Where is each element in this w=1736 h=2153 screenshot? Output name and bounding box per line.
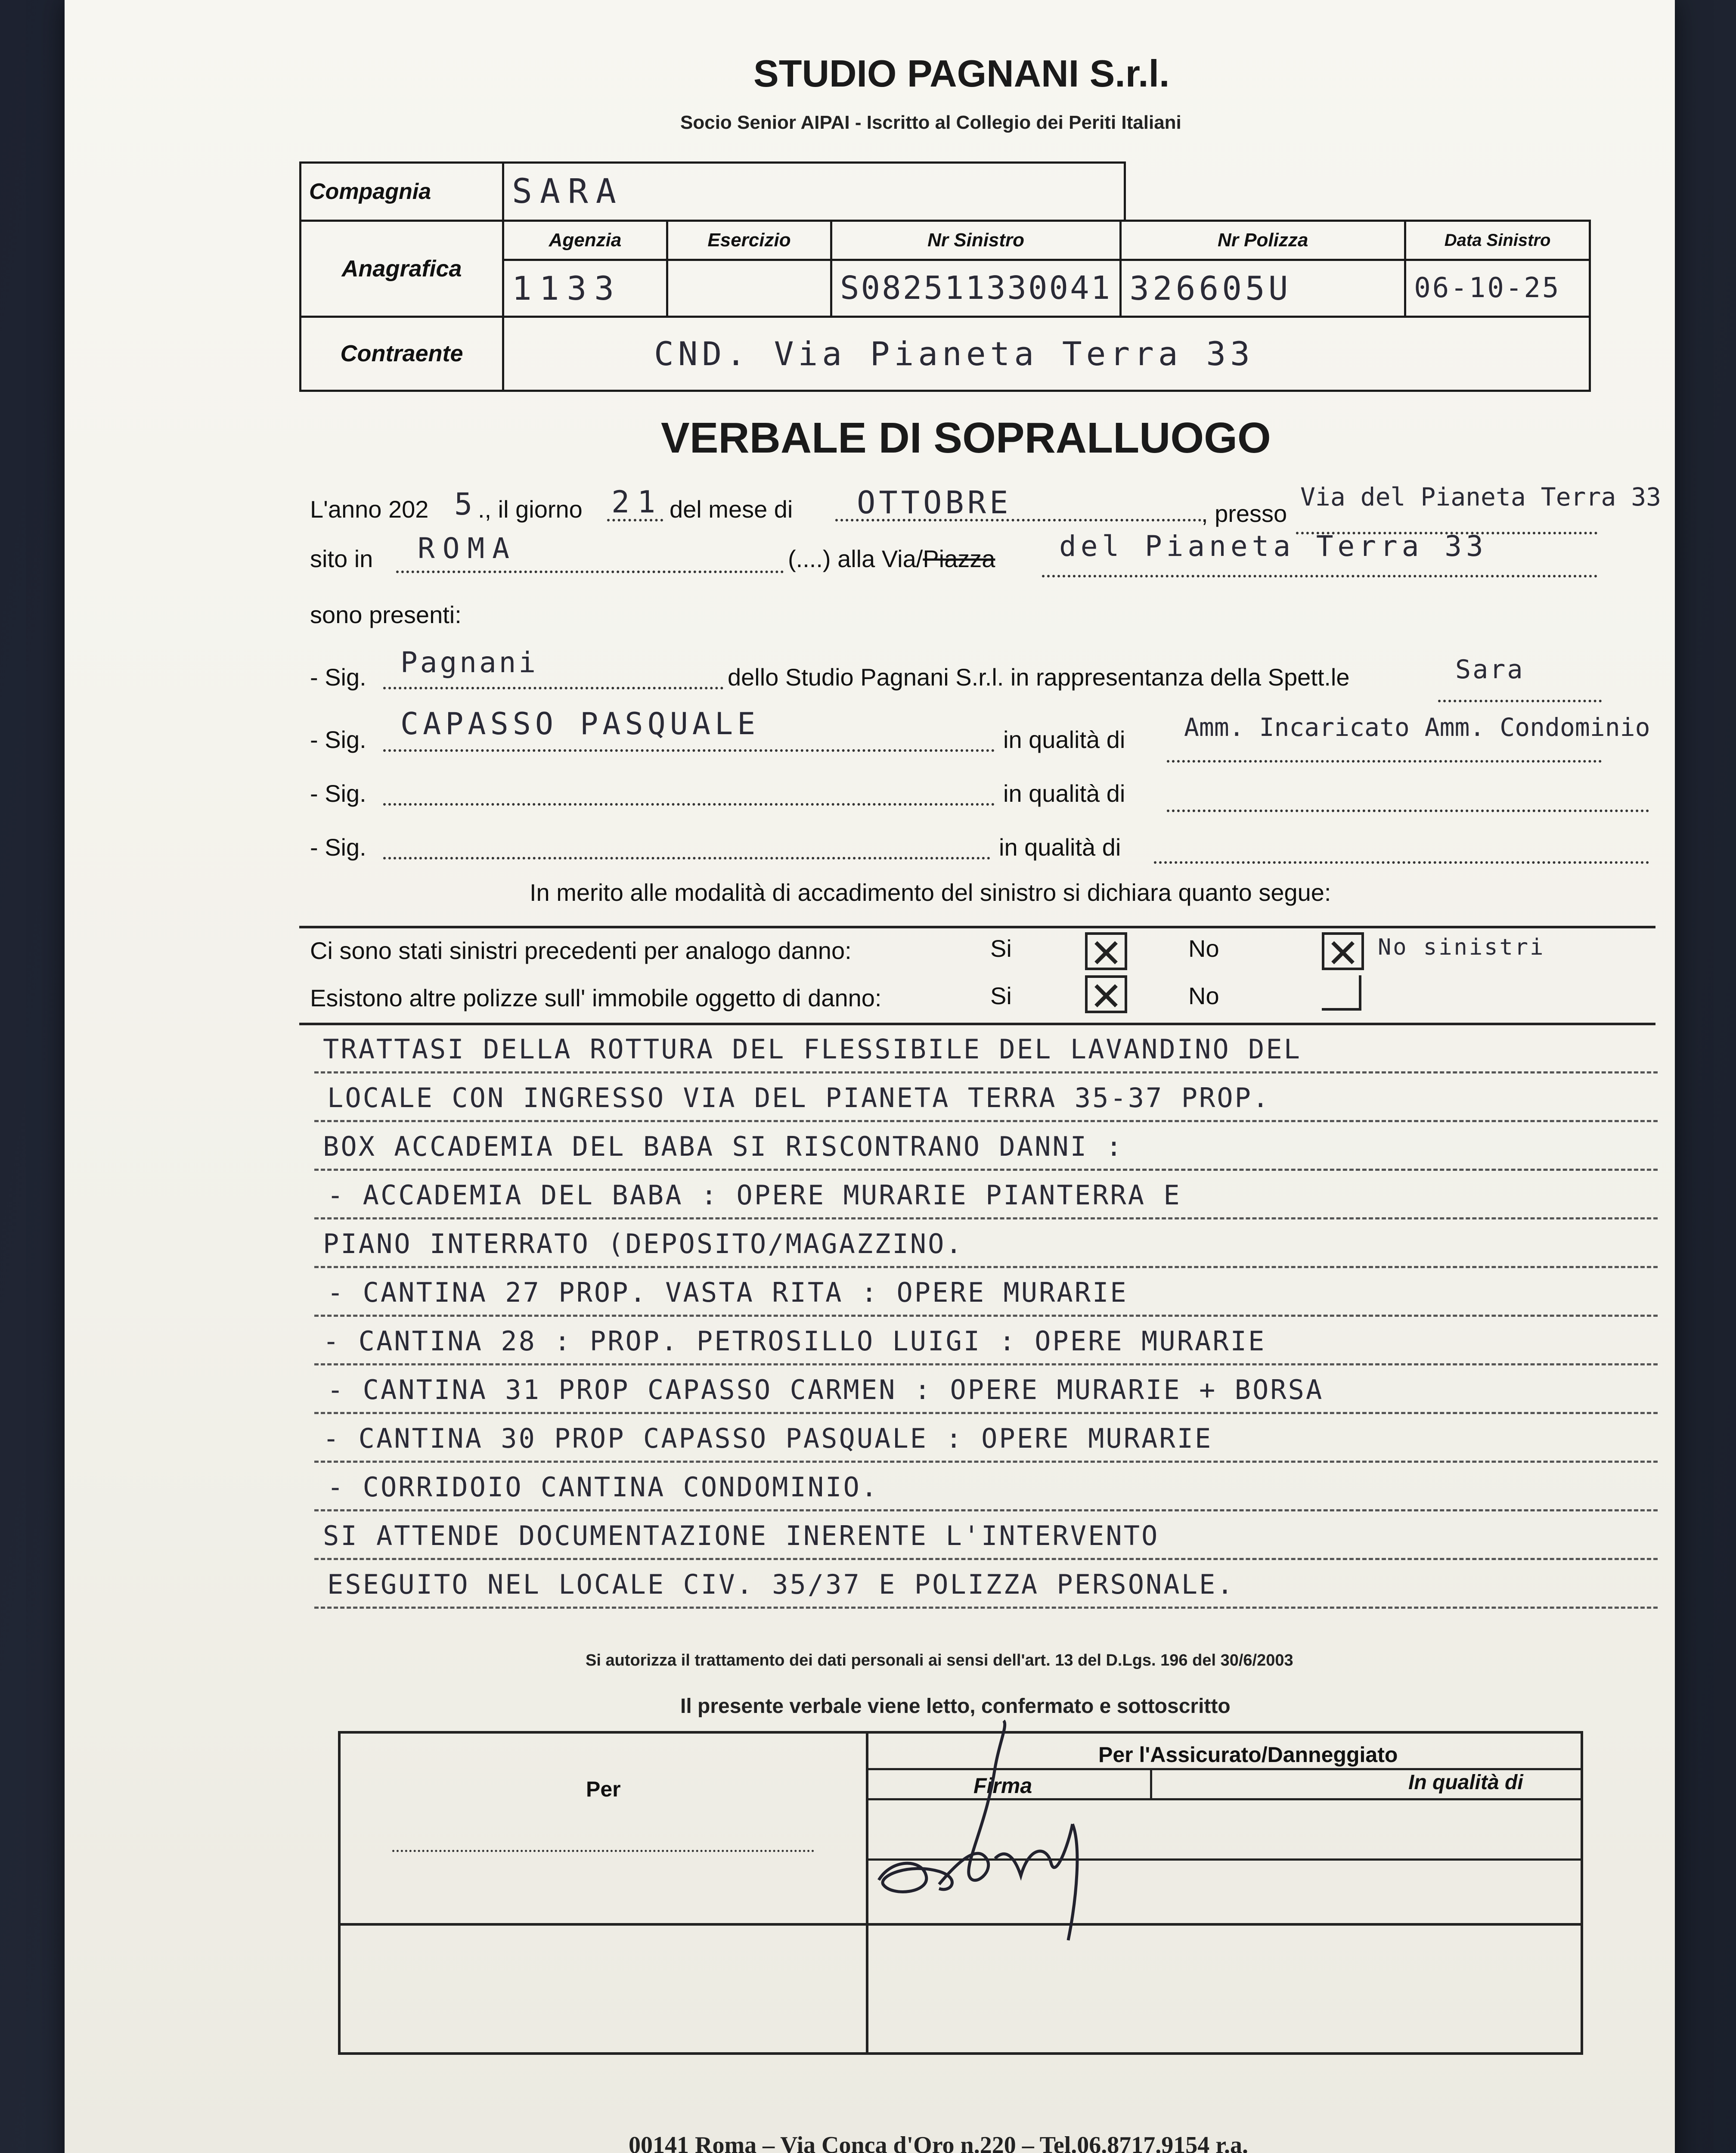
question-1-no-checkbox[interactable]: ✕	[1322, 932, 1364, 970]
attendee-2-name[interactable]: CAPASSO PASQUALE	[400, 706, 760, 741]
company-subtitle: Socio Senior AIPAI - Iscritto al Collegio dei Periti Italiani	[680, 112, 1181, 133]
company-name: STUDIO PAGNANI S.r.l.	[753, 52, 1170, 95]
attendee-2-dots	[383, 749, 995, 752]
ruled-line	[314, 1315, 1658, 1317]
declaration-text: In merito alle modalità di accadimento del sinistro si dichiara quanto segue:	[530, 879, 1331, 906]
anagrafica-label: Anagrafica	[301, 221, 503, 317]
assicurato-label: Per l'Assicurato/Danneggiato	[1098, 1743, 1398, 1767]
question-2-no-checkbox[interactable]	[1322, 975, 1361, 1011]
question-1-si-label: Si	[990, 935, 1012, 962]
document-title: VERBALE DI SOPRALLUOGO	[661, 414, 1271, 462]
attendee-4-dots	[383, 857, 990, 859]
attendee-2-sig: - Sig.	[310, 726, 366, 753]
attendee-1-middle	[728, 663, 1350, 691]
attendee-3-middle: in qualità di	[1003, 780, 1125, 807]
attendee-4-middle: in qualità di	[999, 834, 1121, 861]
question-1-note: No sinistri	[1378, 934, 1545, 960]
contraente-value[interactable]: CND. Via Pianeta Terra 33	[503, 316, 1590, 391]
data-sinistro-label: Data Sinistro	[1405, 221, 1590, 260]
mese-value[interactable]: OTTOBRE	[857, 484, 1012, 521]
attendee-4-sig: - Sig.	[310, 834, 366, 861]
presso-label: , presso	[1201, 500, 1287, 527]
handwritten-line: SI ATTENDE DOCUMENTAZIONE INERENTE L'INTERVENTO	[323, 1520, 1159, 1551]
nr-polizza-label: Nr Polizza	[1121, 221, 1405, 260]
agenzia-label: Agenzia	[503, 221, 667, 260]
nr-sinistro-label: Nr Sinistro	[831, 221, 1121, 260]
mese-dots	[835, 519, 1201, 521]
nr-sinistro-value[interactable]: S082511330041	[831, 260, 1121, 317]
handwritten-line: - ACCADEMIA DEL BABA : OPERE MURARIE PIANTERRA E	[327, 1179, 1181, 1211]
giorno-value[interactable]: 21	[611, 484, 663, 520]
handwritten-line: PIANO INTERRATO (DEPOSITO/MAGAZZINO.	[323, 1228, 964, 1260]
attendee-2-role[interactable]: Amm. Incaricato Amm. Condominio	[1184, 713, 1650, 742]
footer-address: 00141 Roma – Via Conca d'Oro n.220 – Tel.06.8717.9154 r.a.	[629, 2132, 1249, 2153]
handwritten-line: - CANTINA 30 PROP CAPASSO PASQUALE : OPERE MURARIE	[323, 1423, 1213, 1454]
presso-value[interactable]: Via del Pianeta Terra 33	[1300, 482, 1662, 512]
ruled-line	[314, 1363, 1658, 1365]
mese-label: del mese di	[670, 496, 793, 523]
agenzia-value[interactable]: 1133	[503, 260, 667, 317]
via-text: (....) alla Via/	[788, 545, 923, 572]
sito-label: sito in	[310, 545, 373, 572]
handwritten-line: ESEGUITO NEL LOCALE CIV. 35/37 E POLIZZA PERSONALE.	[327, 1569, 1235, 1600]
handwritten-line: BOX ACCADEMIA DEL BABA SI RISCONTRANO DANNI :	[323, 1131, 1124, 1162]
presenti-label: sono presenti:	[310, 601, 462, 628]
attendee-3-role-dots	[1167, 810, 1649, 812]
firma-label: Firma	[973, 1774, 1032, 1798]
attendee-1-role[interactable]: Sara	[1455, 655, 1525, 685]
signature-divider-firma	[1150, 1768, 1152, 1798]
confirm-text: Il presente verbale viene letto, confermato e sottoscritto	[680, 1695, 1231, 1718]
via-value[interactable]: del Pianeta Terra 33	[1059, 530, 1488, 563]
nr-polizza-value[interactable]: 326605U	[1121, 260, 1405, 317]
ruled-line	[314, 1071, 1658, 1073]
attendee-1-role-dots	[1438, 700, 1602, 702]
data-sinistro-value[interactable]: 06-10-25	[1405, 260, 1590, 317]
giorno-dots	[607, 519, 663, 521]
compagnia-label: Compagnia	[301, 163, 503, 221]
question-1-text: Ci sono stati sinistri precedenti per analogo danno:	[310, 937, 852, 964]
ruled-line	[314, 1217, 1658, 1219]
handwritten-signature	[866, 1716, 1107, 1949]
ruled-line	[314, 1266, 1658, 1268]
question-2-text: Esistono altre polizze sull' immobile oggetto di danno:	[310, 984, 882, 1011]
signature-table	[338, 1731, 1583, 2055]
giorno-label: ., il giorno	[478, 496, 583, 523]
anno-label: L'anno 202	[310, 496, 429, 523]
piazza-text: Piazza	[923, 545, 995, 572]
question-2-si-checkbox[interactable]: ✕	[1085, 975, 1127, 1013]
ruled-line	[314, 1169, 1658, 1171]
per-signature-line[interactable]	[392, 1850, 814, 1852]
handwritten-line: - CANTINA 28 : PROP. PETROSILLO LUIGI : OPERE MURARIE	[323, 1325, 1266, 1357]
question-2-no-label: No	[1188, 982, 1219, 1009]
question-1-no-label: No	[1188, 935, 1219, 962]
via-dots	[1042, 575, 1597, 577]
esercizio-value[interactable]	[667, 260, 831, 317]
ruled-line	[314, 1461, 1658, 1463]
ruled-line	[314, 1412, 1658, 1414]
handwritten-line: - CORRIDOIO CANTINA CONDOMINIO.	[327, 1471, 879, 1503]
ruled-line	[314, 1120, 1658, 1122]
attendee-4-role-dots	[1154, 861, 1649, 864]
compagnia-table	[299, 161, 1126, 222]
question-1-si-checkbox[interactable]: ✕	[1085, 932, 1127, 970]
esercizio-label: Esercizio	[667, 221, 831, 260]
attendee-2-middle: in qualità di	[1003, 726, 1125, 753]
attendee-1-middle-text: dello Studio Pagnani S.r.l. in rappresentanza della Spett.le	[728, 664, 1350, 691]
attendee-2-role-dots	[1167, 760, 1602, 763]
ruled-line	[314, 1607, 1658, 1609]
privacy-text: Si autorizza il trattamento dei dati personali ai sensi dell'art. 13 del D.Lgs. 196 del 30/6/2003	[586, 1651, 1293, 1669]
sito-dots	[396, 571, 784, 573]
compagnia-value[interactable]: SARA	[503, 163, 1125, 221]
attendee-3-dots	[383, 803, 995, 806]
attendee-1-sig: - Sig.	[310, 664, 366, 691]
document-sheet	[65, 0, 1675, 2153]
attendee-1-name[interactable]: Pagnani	[400, 646, 539, 679]
per-label: Per	[586, 1777, 621, 1801]
contraente-label: Contraente	[301, 316, 503, 391]
ruled-line	[314, 1509, 1658, 1511]
declaration-rule-top	[299, 926, 1655, 928]
handwritten-line: - CANTINA 31 PROP CAPASSO CARMEN : OPERE MURARIE + BORSA	[327, 1374, 1324, 1405]
anagrafica-table	[299, 220, 1591, 392]
ruled-line	[314, 1558, 1658, 1560]
handwritten-line: TRATTASI DELLA ROTTURA DEL FLESSIBILE DEL LAVANDINO DEL	[323, 1033, 1302, 1065]
question-2-si-label: Si	[990, 982, 1012, 1009]
qualita-label: In qualità di	[1408, 1771, 1523, 1794]
handwritten-line: LOCALE CON INGRESSO VIA DEL PIANETA TERRA 35-37 PROP.	[327, 1082, 1271, 1114]
attendee-3-sig: - Sig.	[310, 780, 366, 807]
declaration-rule-bottom	[299, 1023, 1655, 1025]
attendee-1-dots	[383, 687, 723, 689]
anno-value[interactable]: 5	[454, 487, 480, 522]
sito-value[interactable]: ROMA	[418, 532, 517, 565]
handwritten-line: - CANTINA 27 PROP. VASTA RITA : OPERE MURARIE	[327, 1277, 1128, 1308]
via-label	[788, 545, 995, 573]
